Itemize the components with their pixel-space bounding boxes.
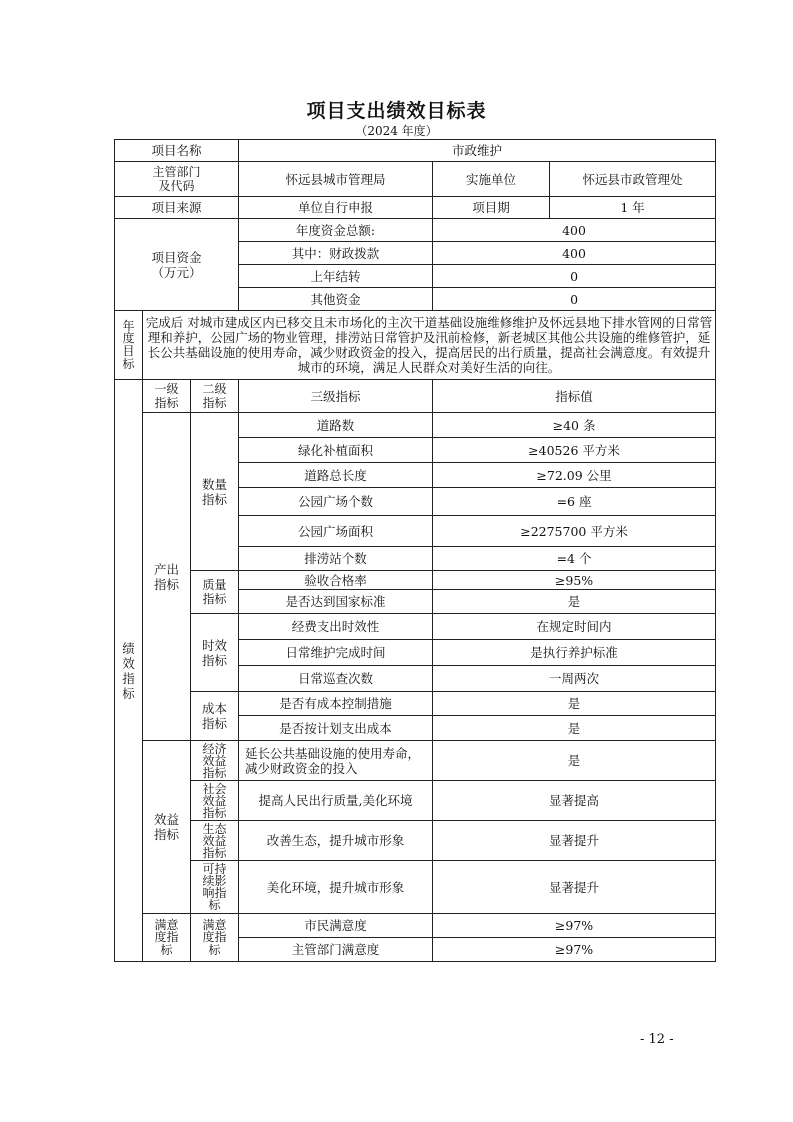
indicator-name: 排涝站个数 — [239, 547, 433, 571]
value-source: 单位自行申报 — [239, 197, 433, 219]
group-output: 产出 指标 — [143, 413, 191, 741]
indicator-value: 是 — [433, 741, 716, 781]
row-funds-total — [115, 219, 716, 242]
row-source — [115, 197, 716, 219]
group-satisfaction: 满意 度指 标 — [143, 914, 191, 962]
indicator-name: 是否有成本控制措施 — [239, 692, 433, 716]
indicator-name: 延长公共基础设施的使用寿命，减少财政资金的投入 — [239, 741, 433, 781]
indicator-value: ≥40526 平方米 — [433, 438, 716, 463]
value-project-name: 市政维护 — [239, 140, 716, 162]
indicator-name: 道路总长度 — [239, 463, 433, 488]
value-funds-carry: 0 — [433, 265, 716, 288]
indicator-value: ≥97% — [433, 938, 716, 962]
indicator-name: 是否达到国家标准 — [239, 590, 433, 614]
indicator-value: 是 — [433, 590, 716, 614]
group-quality: 质量 指标 — [191, 571, 239, 614]
label-source: 项目来源 — [115, 197, 239, 219]
group-ecological: 生态 效益 指标 — [191, 821, 239, 861]
label-funds-fiscal: 其中：财政拨款 — [239, 242, 433, 265]
group-economic: 经济 效益 指标 — [191, 741, 239, 781]
indicator-name: 日常巡查次数 — [239, 666, 433, 692]
indicator-value: ≥95% — [433, 571, 716, 590]
group-satisfaction-sub: 满意 度指 标 — [191, 914, 239, 962]
group-timeliness: 时效 指标 — [191, 614, 239, 692]
label-funds-total: 年度资金总额: — [239, 219, 433, 242]
label-funds-carry: 上年结转 — [239, 265, 433, 288]
label-funds-other: 其他资金 — [239, 288, 433, 311]
value-funds-total: 400 — [433, 219, 716, 242]
table-row — [115, 781, 716, 821]
indicator-value: 是 — [433, 716, 716, 741]
table-row — [115, 413, 716, 438]
indicator-value: 是 — [433, 692, 716, 716]
header-level3: 三级指标 — [239, 380, 433, 413]
indicator-value: ≥40 条 — [433, 413, 716, 438]
indicator-value: 一周两次 — [433, 666, 716, 692]
table-row — [115, 741, 716, 781]
value-period: 1 年 — [550, 197, 716, 219]
indicator-name: 验收合格率 — [239, 571, 433, 590]
indicator-name: 提高人民出行质量,美化环境 — [239, 781, 433, 821]
group-quantity: 数量 指标 — [191, 413, 239, 571]
label-perf-indicators: 绩 效 指 标 — [115, 380, 143, 962]
indicator-value: ≥72.09 公里 — [433, 463, 716, 488]
table-row — [115, 692, 716, 716]
indicator-name: 公园广场个数 — [239, 488, 433, 516]
indicator-name: 改善生态，提升城市形象 — [239, 821, 433, 861]
indicator-value: 显著提升 — [433, 821, 716, 861]
header-level1: 一级 指标 — [143, 380, 191, 413]
value-annual-goal: 完成后 对城市建成区内已移交且未市场化的主次干道基础设施维修维护及怀远县地下排水管网的日常管理和养护，公园广场的物业管理，排涝站日常管护及汛前检修，新老城区其他公共设施的维修管护，延长公共基础设施的使用寿命，减少财政资金的投入，提高居民的出行质量，提高社会满意度。有效提升城市的环境，满足人民群众对美好生活的向往。 — [143, 311, 716, 380]
header-level2: 二级 指标 — [191, 380, 239, 413]
table-row — [115, 571, 716, 590]
label-project-name: 项目名称 — [115, 140, 239, 162]
label-funds: 项目资金 （万元） — [115, 219, 239, 311]
group-cost: 成本 指标 — [191, 692, 239, 741]
indicator-value: 是执行养护标准 — [433, 640, 716, 666]
value-funds-fiscal: 400 — [433, 242, 716, 265]
value-department: 怀远县城市管理局 — [239, 162, 433, 197]
value-funds-other: 0 — [433, 288, 716, 311]
label-period: 项目期 — [433, 197, 550, 219]
table-row — [115, 614, 716, 640]
value-impl-unit: 怀远县市政管理处 — [550, 162, 716, 197]
page-title: 项目支出绩效目标表 — [306, 100, 487, 122]
table-row — [115, 861, 716, 914]
page-number: - 12 - — [640, 1032, 674, 1047]
indicator-value: 在规定时间内 — [433, 614, 716, 640]
indicator-value: =4 个 — [433, 547, 716, 571]
indicator-name: 日常维护完成时间 — [239, 640, 433, 666]
row-indicator-header — [115, 380, 716, 413]
row-department — [115, 162, 716, 197]
indicator-value: ≥97% — [433, 914, 716, 938]
indicator-name: 是否按计划支出成本 — [239, 716, 433, 741]
indicator-value: 显著提升 — [433, 861, 716, 914]
indicator-name: 经费支出时效性 — [239, 614, 433, 640]
table-row — [115, 821, 716, 861]
label-impl-unit: 实施单位 — [433, 162, 550, 197]
indicator-name: 主管部门满意度 — [239, 938, 433, 962]
indicator-name: 道路数 — [239, 413, 433, 438]
indicator-name: 公园广场面积 — [239, 516, 433, 547]
indicator-name: 市民满意度 — [239, 914, 433, 938]
performance-target-table — [114, 139, 716, 962]
year-subtitle: （2024 年度） — [355, 124, 438, 138]
header-value: 指标值 — [433, 380, 716, 413]
indicator-name: 美化环境，提升城市形象 — [239, 861, 433, 914]
indicator-value: 显著提高 — [433, 781, 716, 821]
table-row — [115, 914, 716, 938]
indicator-value: ≥2275700 平方米 — [433, 516, 716, 547]
label-annual-goal: 年 度 目 标 — [115, 311, 143, 380]
indicator-name: 绿化补植面积 — [239, 438, 433, 463]
label-department: 主管部门 及代码 — [115, 162, 239, 197]
group-sustainable: 可持 续影 响指 标 — [191, 861, 239, 914]
indicator-value: =6 座 — [433, 488, 716, 516]
row-project-name — [115, 140, 716, 162]
group-benefit: 效益 指标 — [143, 741, 191, 914]
row-annual-goal — [115, 311, 716, 380]
group-social: 社会 效益 指标 — [191, 781, 239, 821]
